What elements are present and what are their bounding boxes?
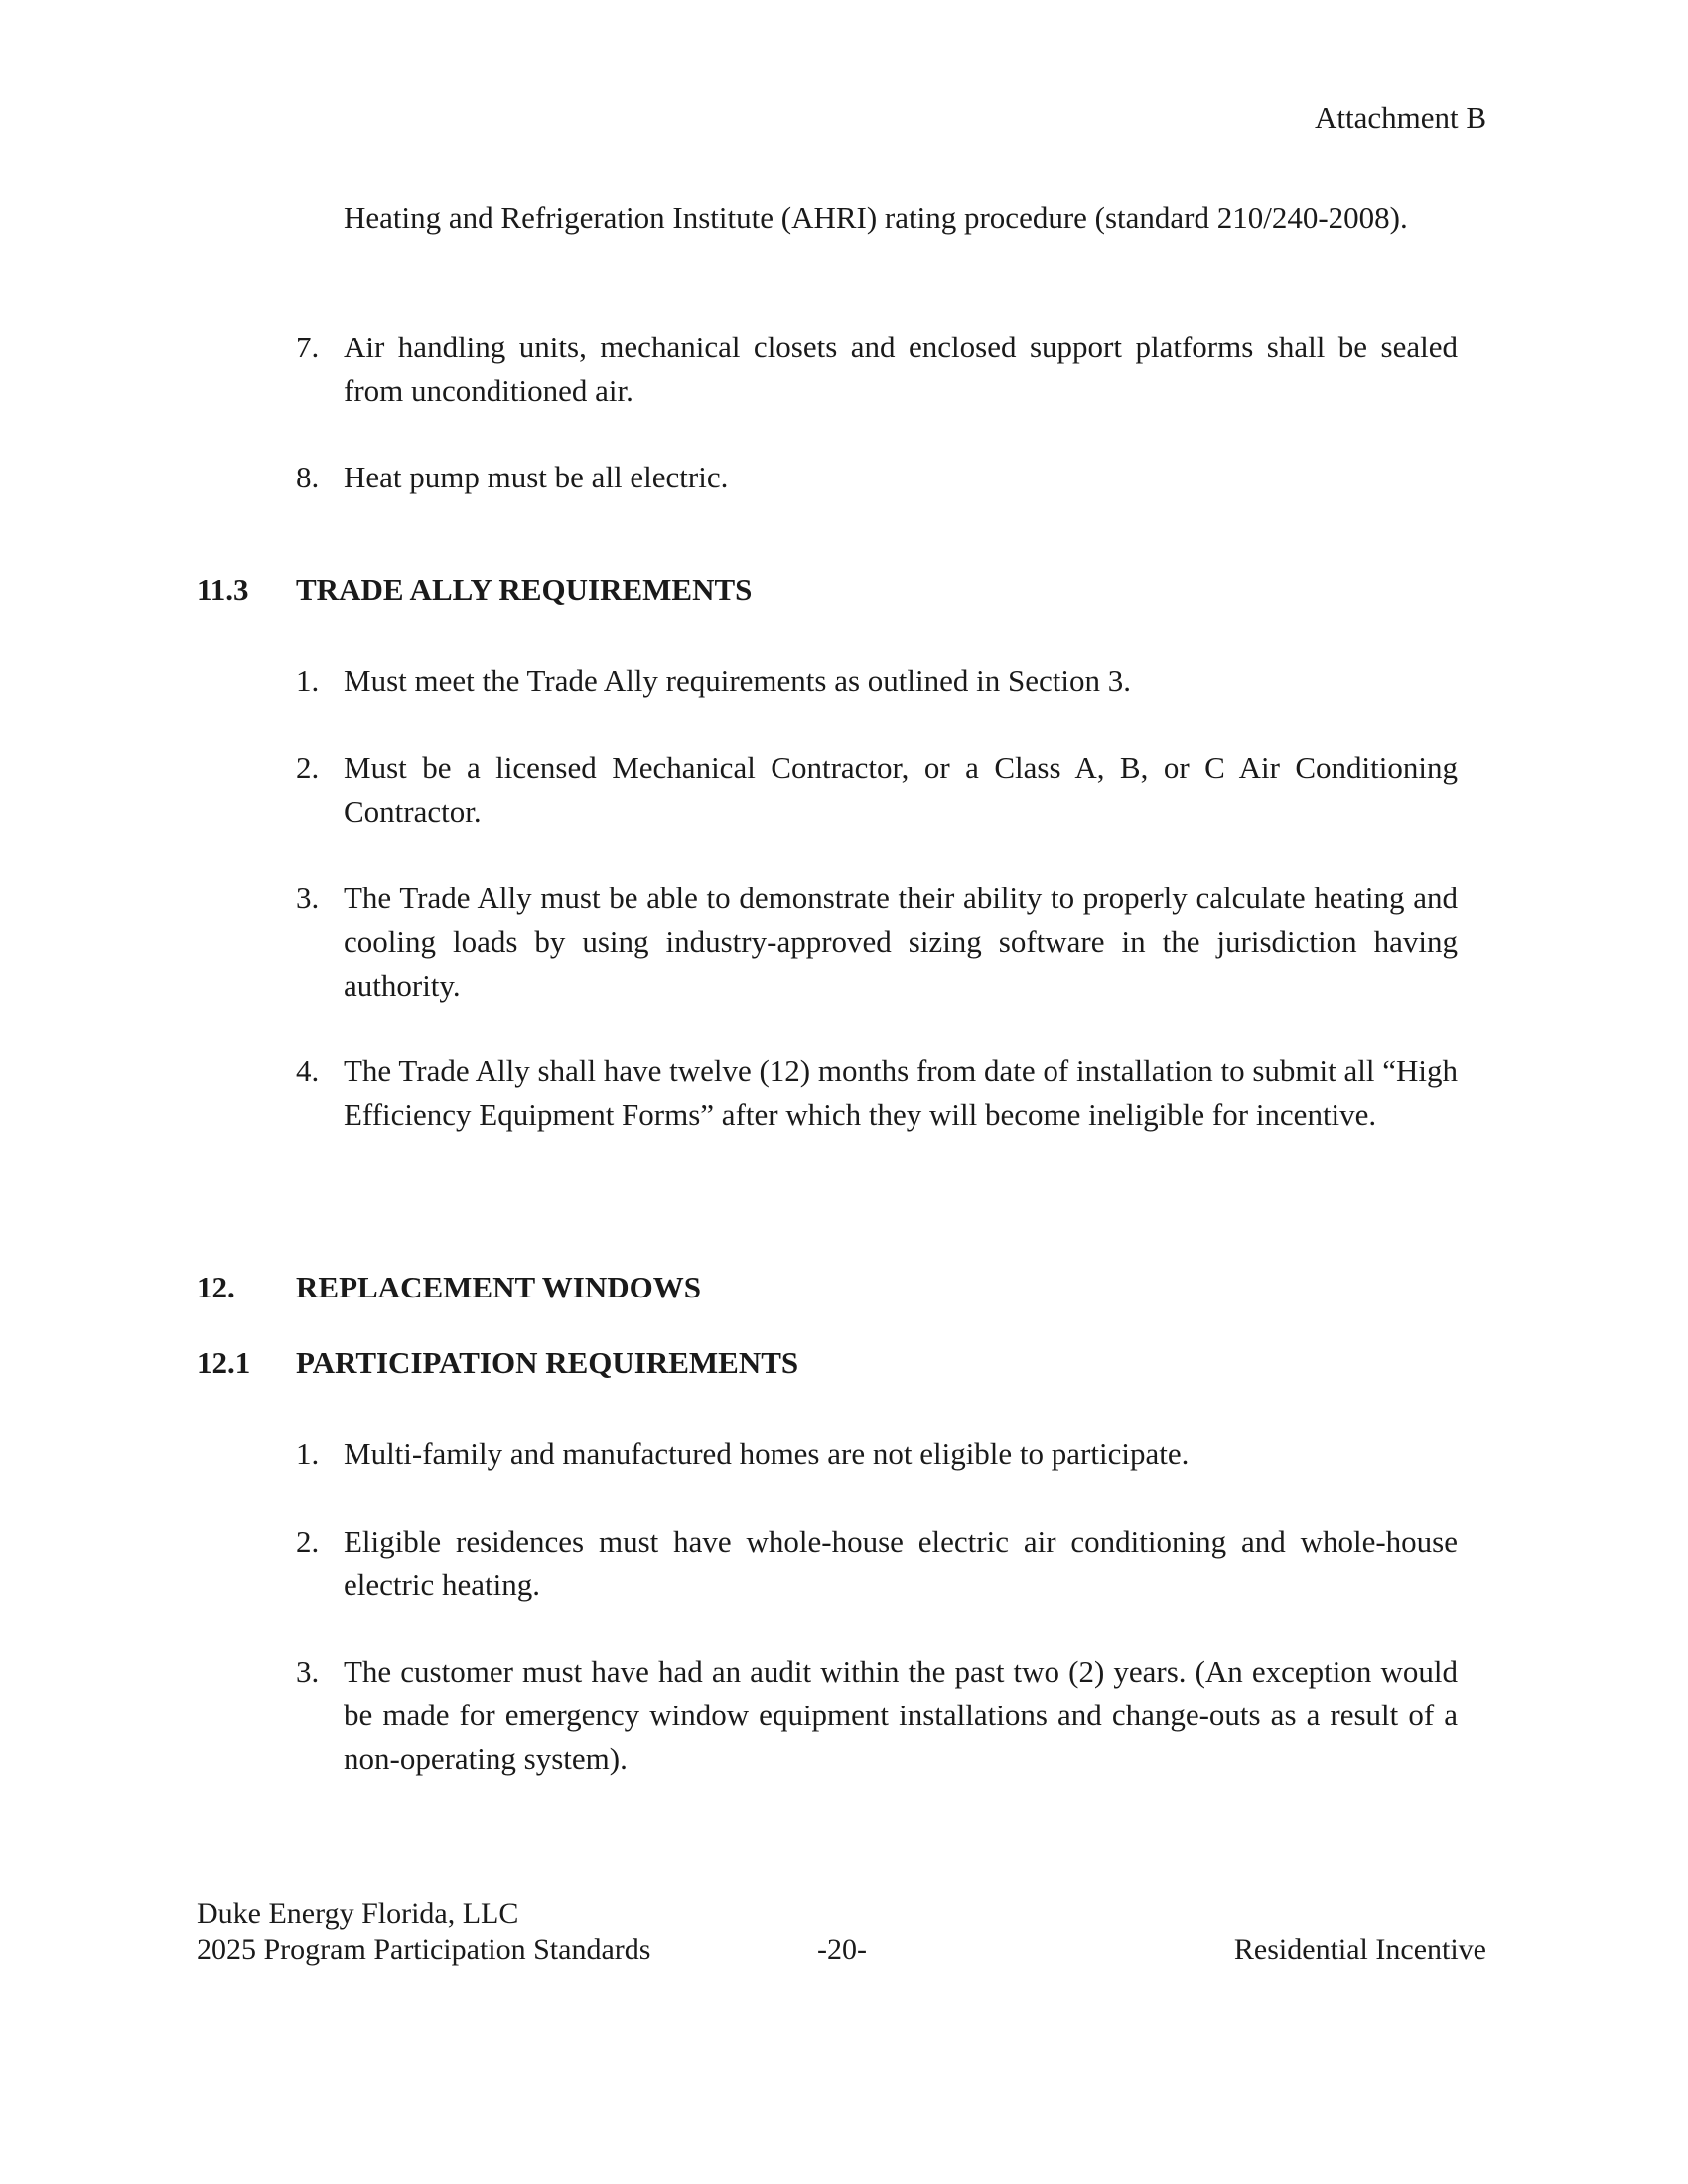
list-item-text: Eligible residences must have whole-house electric air conditioning and whole-house electric heating. (344, 1524, 1458, 1602)
section-number: 11.3 (197, 572, 249, 607)
list-item-number: 4. (296, 1053, 320, 1088)
list-item-text: Must meet the Trade Ally requirements as outlined in Section 3. (344, 663, 1131, 698)
list-item-number: 7. (296, 330, 320, 364)
section-title: REPLACEMENT WINDOWS (296, 1270, 701, 1304)
list-item-text: Heat pump must be all electric. (344, 460, 729, 494)
list-item-number: 1. (296, 1436, 320, 1471)
attachment-label: Attachment B (1314, 100, 1486, 135)
section-number: 12.1 (197, 1345, 251, 1380)
section-title: PARTICIPATION REQUIREMENTS (296, 1345, 799, 1380)
list-item-text: The customer must have had an audit within the past two (2) years. (An exception would be made for emergency window equipment installations and change-outs as a result of a non-operating system). (344, 1654, 1458, 1776)
list-item-number: 1. (296, 663, 320, 698)
footer-page-number: -20- (817, 1933, 867, 1966)
intro-continuation: Heating and Refrigeration Institute (AHRI) rating procedure (standard 210/240-2008). (344, 201, 1408, 235)
section-number: 12. (197, 1270, 235, 1304)
footer-program: 2025 Program Participation Standards (197, 1933, 651, 1966)
list-item-text: The Trade Ally must be able to demonstrate their ability to properly calculate heating and cooling loads by using industry-approved sizing software in the jurisdiction having authority. (344, 881, 1458, 1003)
list-item-text: Air handling units, mechanical closets and enclosed support platforms shall be sealed from unconditioned air. (344, 330, 1458, 408)
list-item-number: 3. (296, 881, 320, 915)
list-item-number: 3. (296, 1654, 320, 1689)
list-item-number: 8. (296, 460, 320, 494)
list-item-number: 2. (296, 751, 320, 785)
list-item-text: Multi-family and manufactured homes are not eligible to participate. (344, 1436, 1190, 1471)
footer-category: Residential Incentive (1233, 1933, 1486, 1966)
footer-company: Duke Energy Florida, LLC (197, 1897, 519, 1930)
list-item-number: 2. (296, 1524, 320, 1559)
list-item-text: The Trade Ally shall have twelve (12) months from date of installation to submit all “High Efficiency Equipment Forms” after which they will become ineligible for incentive. (344, 1053, 1458, 1132)
section-title: TRADE ALLY REQUIREMENTS (296, 572, 753, 607)
list-item-text: Must be a licensed Mechanical Contractor, or a Class A, B, or C Air Conditioning Contractor. (344, 751, 1458, 829)
